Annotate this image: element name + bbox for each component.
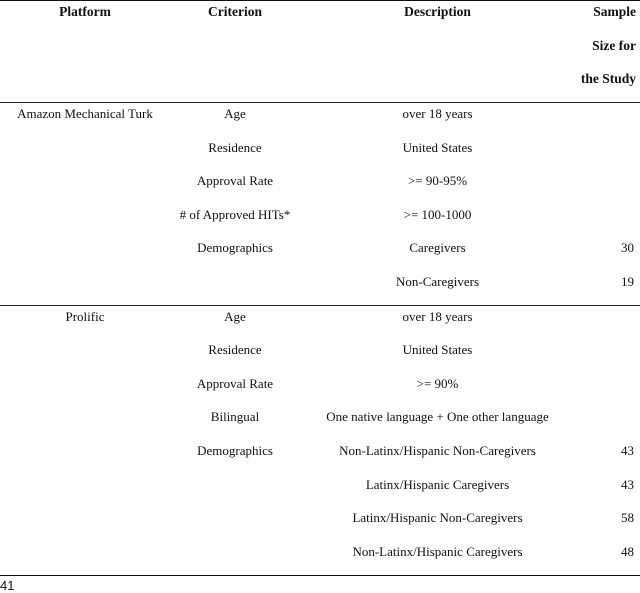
header-sample-size-line-1: Sample bbox=[593, 4, 636, 19]
sample-size-cell: 30 bbox=[621, 240, 634, 255]
sample-size-cell: 58 bbox=[621, 510, 634, 525]
description-cell: >= 100-1000 bbox=[403, 207, 472, 222]
header-sample-size-line-3: the Study bbox=[580, 71, 636, 86]
header-bottom-rule bbox=[0, 102, 640, 103]
description-cell: United States bbox=[402, 342, 473, 357]
criterion-cell: Residence bbox=[208, 342, 262, 357]
criterion-cell: Residence bbox=[208, 140, 262, 155]
description-cell: over 18 years bbox=[402, 309, 473, 324]
description-cell: Latinx/Hispanic Caregivers bbox=[365, 477, 510, 492]
criterion-cell: Demographics bbox=[197, 240, 273, 255]
table-top-rule bbox=[0, 0, 640, 1]
criterion-cell: Approval Rate bbox=[196, 376, 274, 391]
header-criterion: Criterion bbox=[208, 4, 262, 19]
description-cell: >= 90-95% bbox=[407, 173, 468, 188]
header-description: Description bbox=[404, 4, 471, 19]
description-cell: Caregivers bbox=[409, 240, 466, 255]
description-cell: Latinx/Hispanic Non-Caregivers bbox=[352, 510, 523, 525]
description-cell: United States bbox=[402, 140, 473, 155]
sample-size-cell: 43 bbox=[621, 477, 634, 492]
criterion-cell: Age bbox=[224, 309, 246, 324]
criterion-cell: # of Approved HITs* bbox=[179, 207, 291, 222]
description-cell: over 18 years bbox=[402, 106, 473, 121]
description-cell: Non-Latinx/Hispanic Non-Caregivers bbox=[339, 443, 536, 458]
description-cell: >= 90% bbox=[416, 376, 459, 391]
criterion-cell: Bilingual bbox=[210, 409, 260, 424]
description-cell: One native language + One other language bbox=[326, 409, 549, 424]
header-platform: Platform bbox=[59, 4, 111, 19]
sample-size-cell: 19 bbox=[621, 274, 634, 289]
group-platform-prolific: Prolific bbox=[65, 309, 105, 324]
table-bottom-rule bbox=[0, 575, 640, 576]
description-cell: Non-Caregivers bbox=[395, 274, 480, 289]
header-sample-size-line-2: Size for bbox=[592, 38, 636, 53]
criterion-cell: Demographics bbox=[197, 443, 273, 458]
criterion-cell: Approval Rate bbox=[196, 173, 274, 188]
sample-size-cell: 43 bbox=[621, 443, 634, 458]
page-number: 41 bbox=[0, 578, 15, 593]
description-cell: Non-Latinx/Hispanic Caregivers bbox=[352, 544, 523, 559]
group-separator-rule bbox=[0, 305, 640, 306]
sample-size-cell: 48 bbox=[621, 544, 634, 559]
group-platform-mturk: Amazon Mechanical Turk bbox=[17, 106, 153, 121]
criterion-cell: Age bbox=[224, 106, 246, 121]
